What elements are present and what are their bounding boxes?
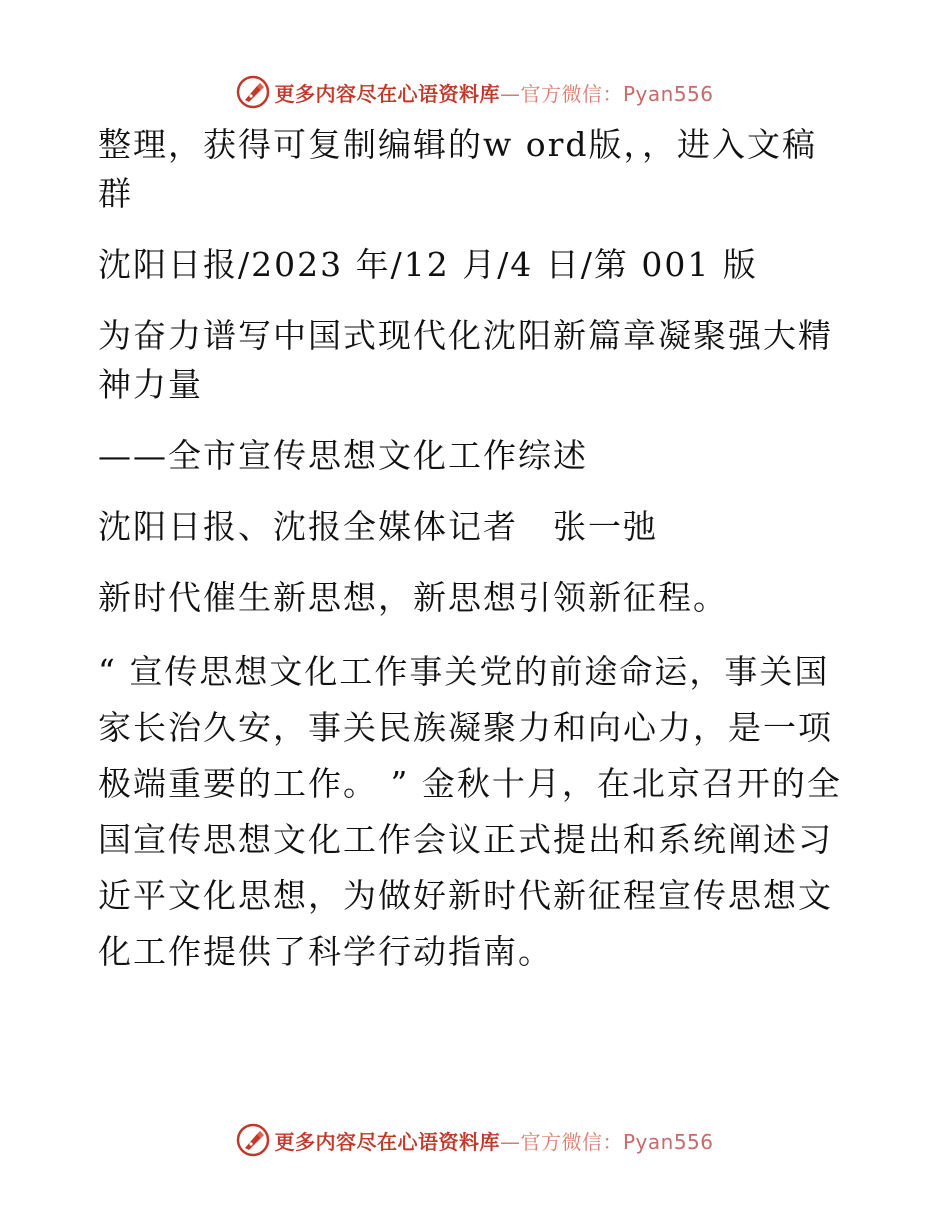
- pen-nib-logo-icon: [236, 75, 270, 109]
- article-title: 为奋力谱写中国式现代化沈阳新篇章凝聚强大精神力量: [98, 316, 833, 404]
- watermark-separator: —: [499, 81, 521, 106]
- watermark-text: [274, 1126, 713, 1155]
- body-paragraph: “ 宣传思想文化工作事关党的前途命运，事关国家长治久安，事关民族凝聚力和向心力，是一项极端重要的工作。 ” 金秋十月，在北京召开的全国宣传思想文化工作会议正式提出和系统阐述习近平文化思想，为做好新时代新征程宣传思想文化工作提供了科学行动指南。: [98, 652, 842, 971]
- footer-watermark: [0, 1120, 950, 1160]
- watermark-text: [274, 78, 713, 107]
- watermark-wechat-label: 官方微信：: [520, 81, 623, 106]
- document-body: [98, 120, 850, 1002]
- byline: 沈阳日报、沈报全媒体记者 张一弛: [98, 507, 658, 546]
- pen-nib-logo-icon: [236, 1123, 270, 1157]
- watermark-wechat-id: Pyan556: [622, 81, 714, 106]
- source-line: 沈阳日报/2023 年/12 月/4 日/第 001 版: [98, 245, 758, 284]
- watermark-wechat-label: 官方微信：: [520, 1129, 623, 1154]
- lead-paragraph: 新时代催生新思想，新思想引领新征程。: [98, 578, 728, 617]
- watermark-wechat-id: Pyan556: [622, 1129, 714, 1154]
- watermark-separator: —: [499, 1129, 521, 1154]
- watermark-brand: 更多内容尽在心语资料库: [274, 1129, 500, 1154]
- header-watermark: [0, 72, 950, 112]
- article-subtitle: ——全市宣传思想文化工作综述: [98, 436, 588, 475]
- intro-note: 整理，获得可复制编辑的w ord版，，进入文稿群: [98, 125, 818, 213]
- watermark-brand: 更多内容尽在心语资料库: [274, 81, 500, 106]
